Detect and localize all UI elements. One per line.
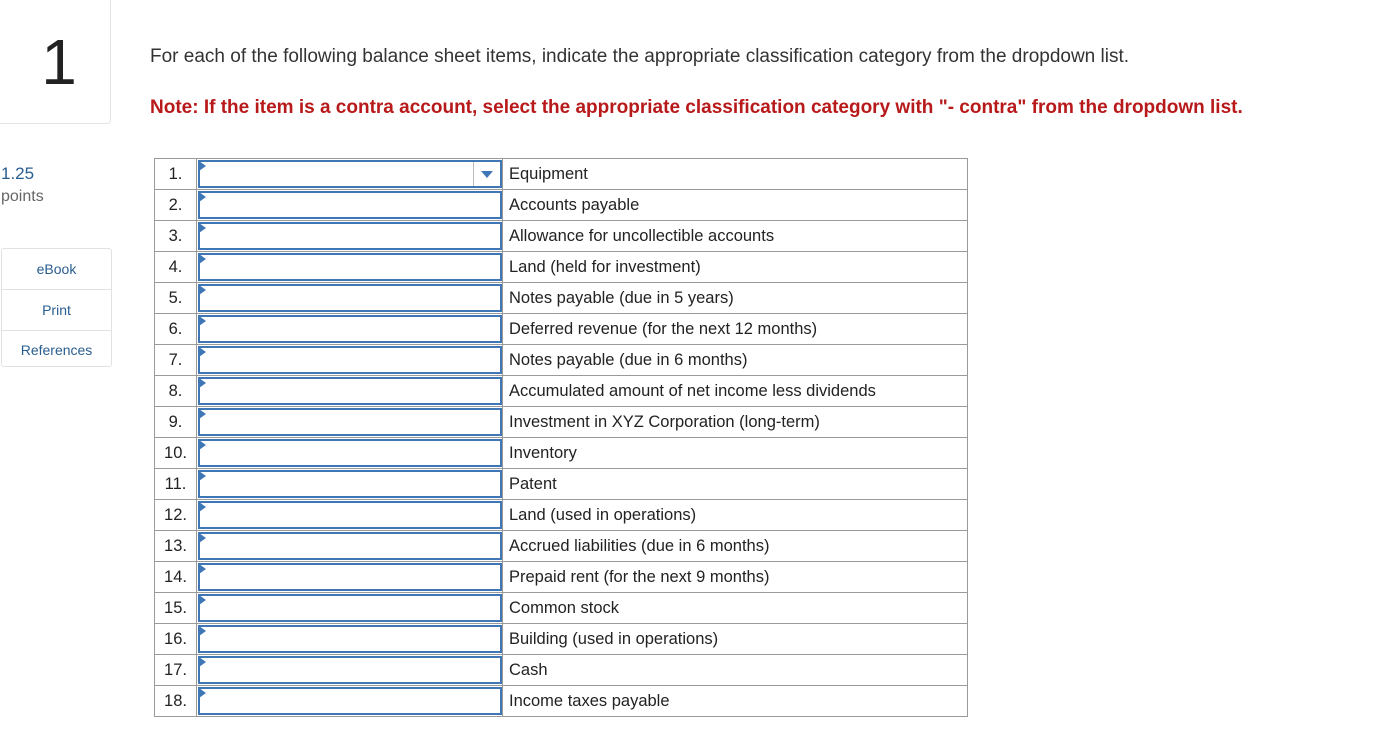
table-row [155,345,968,376]
row-number: 13. [155,531,197,562]
dropdown-cell [197,686,503,717]
table-row [155,469,968,500]
classification-dropdown[interactable] [198,377,502,405]
balance-sheet-item: Income taxes payable [503,686,968,717]
balance-sheet-item: Prepaid rent (for the next 9 months) [503,562,968,593]
table-row [155,190,968,221]
row-number: 3. [155,221,197,252]
ebook-button[interactable]: eBook [2,249,111,290]
table-row [155,593,968,624]
question-number-box [0,0,111,124]
balance-sheet-item: Notes payable (due in 5 years) [503,283,968,314]
instruction-text: For each of the following balance sheet items, indicate the appropriate classification category from the dropdown list. [150,46,1130,67]
balance-sheet-item: Accrued liabilities (due in 6 months) [503,531,968,562]
table-row [155,221,968,252]
table-row [155,686,968,717]
row-number: 14. [155,562,197,593]
question-number: 1 [41,25,77,98]
balance-sheet-item: Cash [503,655,968,686]
references-button[interactable]: References [20,341,93,358]
dropdown-cell [197,624,503,655]
classification-dropdown[interactable] [198,439,502,467]
balance-sheet-item: Allowance for uncollectible accounts [503,221,968,252]
balance-sheet-item: Land (used in operations) [503,500,968,531]
classification-dropdown[interactable] [198,191,502,219]
table-row [155,283,968,314]
table-row [155,624,968,655]
row-number: 2. [155,190,197,221]
row-number: 9. [155,407,197,438]
row-number: 4. [155,252,197,283]
dropdown-cell [197,438,503,469]
classification-dropdown[interactable] [198,594,502,622]
classification-dropdown[interactable] [198,253,502,281]
classification-dropdown[interactable] [198,284,502,312]
row-number: 16. [155,624,197,655]
dropdown-cell [197,221,503,252]
dropdown-cell [197,376,503,407]
row-number: 7. [155,345,197,376]
row-number: 10. [155,438,197,469]
classification-dropdown[interactable] [198,315,502,343]
table-row [155,531,968,562]
dropdown-cell [197,562,503,593]
points-label: points [1,188,44,205]
balance-sheet-item: Accounts payable [503,190,968,221]
table-row [155,376,968,407]
chevron-down-icon [481,171,493,178]
row-number: 17. [155,655,197,686]
points-value: 1.25 [1,164,35,183]
classification-dropdown[interactable] [198,625,502,653]
dropdown-cell [197,469,503,500]
classification-dropdown[interactable] [198,222,502,250]
row-number: 6. [155,314,197,345]
table-row [155,159,968,190]
classification-table [154,158,968,717]
dropdown-cell [197,345,503,376]
classification-dropdown[interactable] [198,346,502,374]
row-number: 18. [155,686,197,717]
table-row [155,314,968,345]
side-menu [1,248,112,367]
dropdown-cell [197,593,503,624]
dropdown-cell [197,252,503,283]
classification-dropdown[interactable] [198,687,502,715]
balance-sheet-item: Common stock [503,593,968,624]
table-row [155,252,968,283]
row-number: 1. [155,159,197,190]
classification-dropdown[interactable] [198,501,502,529]
dropdown-cell [197,655,503,686]
table-row [155,438,968,469]
classification-dropdown[interactable] [198,160,502,188]
balance-sheet-item: Patent [503,469,968,500]
dropdown-cell [197,159,503,190]
contra-note: Note: If the item is a contra account, select the appropriate classification category with "- contra" from the dropdown list. [150,97,1243,118]
classification-dropdown[interactable] [198,532,502,560]
table-row [155,655,968,686]
dropdown-cell [197,500,503,531]
classification-dropdown[interactable] [198,470,502,498]
dropdown-cell [197,531,503,562]
balance-sheet-item: Equipment [503,159,968,190]
row-number: 15. [155,593,197,624]
table-row [155,562,968,593]
print-button[interactable]: Print [2,290,111,331]
balance-sheet-item: Land (held for investment) [503,252,968,283]
classification-dropdown[interactable] [198,563,502,591]
table-row [155,500,968,531]
balance-sheet-item: Notes payable (due in 6 months) [503,345,968,376]
classification-dropdown[interactable] [198,408,502,436]
balance-sheet-item: Accumulated amount of net income less dividends [503,376,968,407]
row-number: 12. [155,500,197,531]
table-row [155,407,968,438]
classification-dropdown[interactable] [198,656,502,684]
balance-sheet-item: Building (used in operations) [503,624,968,655]
row-number: 5. [155,283,197,314]
row-number: 8. [155,376,197,407]
balance-sheet-item: Inventory [503,438,968,469]
balance-sheet-item: Investment in XYZ Corporation (long-term) [503,407,968,438]
balance-sheet-item: Deferred revenue (for the next 12 months) [503,314,968,345]
dropdown-cell [197,283,503,314]
dropdown-toggle[interactable] [473,162,500,186]
row-number: 11. [155,469,197,500]
dropdown-cell [197,407,503,438]
dropdown-cell [197,190,503,221]
dropdown-cell [197,314,503,345]
